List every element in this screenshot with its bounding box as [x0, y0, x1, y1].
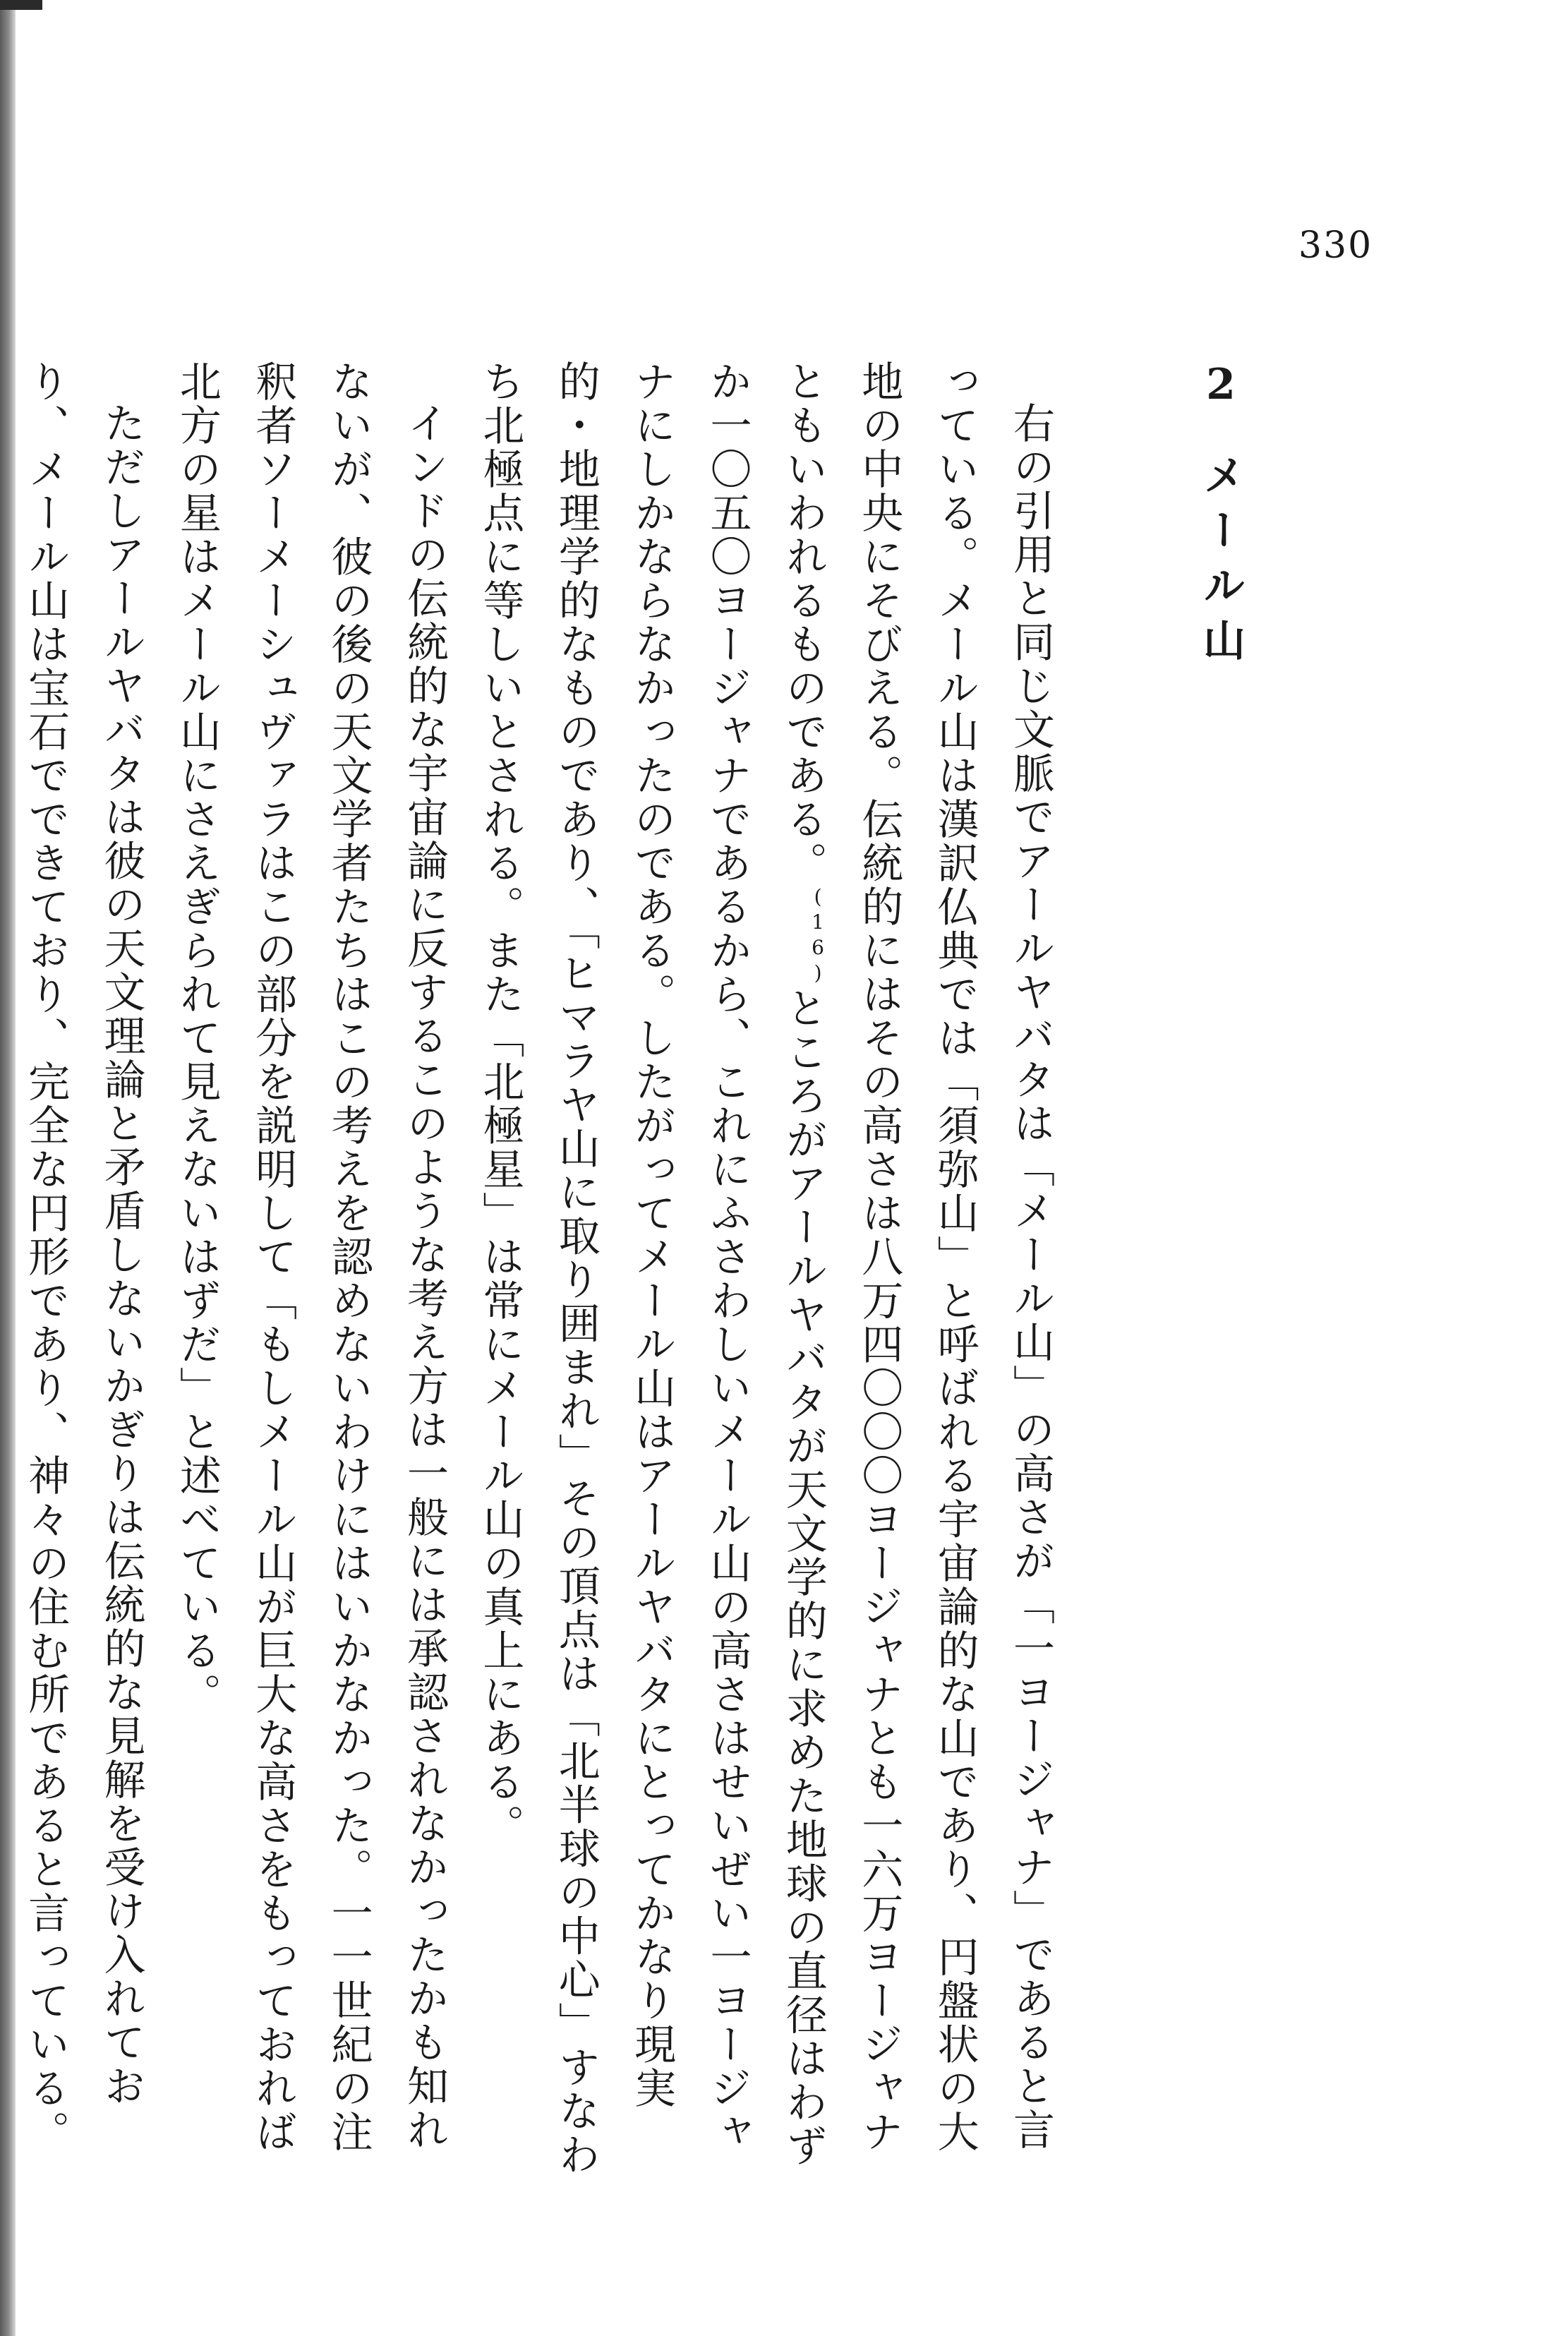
- endnote-marker-16: (16): [806, 885, 830, 987]
- section-2-paragraph-3: ただしアールヤバタは彼の天文理論と矛盾しないかぎりは伝統的な見解を受け入れており、メール山は宝石でできており、完全な円形であり、神々の住む所であると言っている。: [21, 360, 146, 2154]
- paragraph-1-text-b: ところがアールヤバタが天文学的に求めた地球の直径はわずか一〇五〇ヨージャナであるから、これにふさわしいメール山の高さはせいぜい一ヨージャナにしかならなかったのである。したがってメール山はアールヤバタにとってかなり現実的・地理学的なものであり、「ヒマラヤ山に取り囲まれ」その頂点は「北半球の中心」すなわち北極点に等しいとされる。また「北極星」は常にメール山の真上にある。: [476, 360, 828, 2177]
- section-2-paragraph-2: インドの伝統的な宇宙論に反するこのような考え方は一般には承認されなかったかも知れないが、彼の後の天文学者たちはこの考えを認めないわけにはいかなかった。一一世紀の注釈者ソーメーシュヴァラはこの部分を説明して「もしメール山が巨大な高さをもっておれば北方の星はメール山にさえぎられて見えないはずだ」と述べている。: [172, 360, 449, 2154]
- paragraph-1-text-a: 右の引用と同じ文脈でアールヤバタは「メール山」の高さが「一ヨージャナ」であると言っている。メール山は漢訳仏典では「須弥山」と呼ばれる宇宙論的な山であり、円盤状の大地の中央にそびえる。伝統的にはその高さは八万四〇〇〇ヨージャナとも一六万ヨージャナともいわれるものである。: [778, 360, 1055, 2154]
- section-2-heading: [1196, 360, 1246, 2188]
- vertical-text-body: [21, 360, 1277, 2188]
- section-2-number: 2: [1196, 360, 1246, 422]
- page-number: 330: [1298, 224, 1373, 267]
- section-2-paragraph-1: [462, 360, 1068, 2188]
- scan-corner-mark: [0, 0, 42, 38]
- section-2-title: メール山: [1196, 453, 1246, 673]
